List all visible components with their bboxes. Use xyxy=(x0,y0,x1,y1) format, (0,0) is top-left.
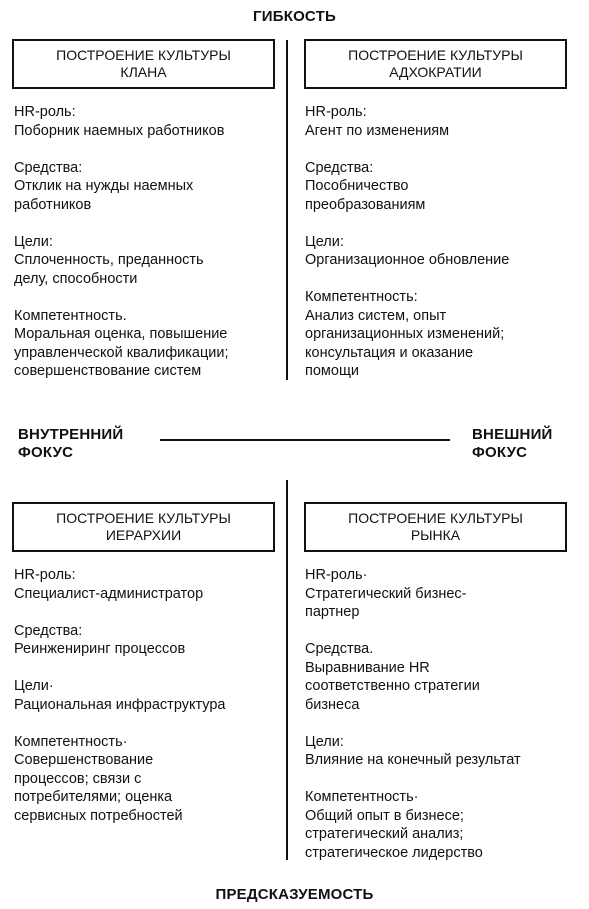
item-label: Компетентность. xyxy=(14,307,127,324)
item-text: Поборник наемных работников xyxy=(14,122,225,139)
item-text: управленческой квалификации; xyxy=(14,344,229,361)
item-text: сервисных потребностей xyxy=(14,807,183,824)
item-text: Выравнивание HR xyxy=(305,659,430,676)
item-text: Анализ систем, опыт xyxy=(305,307,447,324)
means-block xyxy=(305,640,567,714)
item-text: стратегический анализ; xyxy=(305,826,464,842)
goals-block xyxy=(14,233,276,289)
vertical-axis-bottom xyxy=(286,480,288,860)
item-label: Компетентность· xyxy=(305,789,419,805)
item-text: преобразованиям xyxy=(305,196,426,213)
item-text: Сплоченность, преданность xyxy=(14,252,204,268)
item-text: Стратегический бизнес- xyxy=(305,585,467,602)
item-label: Компетентность· xyxy=(14,733,128,750)
item-text: делу, способности xyxy=(14,270,138,287)
axis-label-external-focus xyxy=(472,426,553,462)
item-text: партнер xyxy=(305,604,360,620)
means-block xyxy=(14,159,276,215)
hr-role-block xyxy=(305,103,567,140)
hr-role-block xyxy=(305,566,567,622)
item-label: Цели: xyxy=(305,733,344,750)
item-text: Пособничество xyxy=(305,178,409,194)
quadrant-hierarchy-content xyxy=(14,566,276,825)
quadrant-market-content xyxy=(305,566,567,862)
item-label: HR-роль: xyxy=(14,567,76,583)
goals-block xyxy=(305,733,567,770)
item-text: Моральная оценка, повышение xyxy=(14,326,228,342)
item-text: Реинжениринг процессов xyxy=(14,641,186,657)
item-label: Средства: xyxy=(305,159,374,176)
item-label: Средства: xyxy=(14,622,83,639)
item-text: потребителями; оценка xyxy=(14,789,173,805)
item-label: Цели· xyxy=(14,678,54,694)
item-text: совершенствование систем xyxy=(14,363,202,379)
item-text: организационных изменений; xyxy=(305,326,505,342)
item-text: бизнеса xyxy=(305,696,360,713)
title-line: АДХОКРАТИИ xyxy=(389,64,482,80)
item-text: Влияние на конечный результат xyxy=(305,752,521,768)
axis-label-external-line: ВНЕШНИЙ xyxy=(472,426,553,443)
competence-block xyxy=(305,788,567,862)
quadrant-title-clan xyxy=(12,39,275,89)
item-text: соответственно стратегии xyxy=(305,678,480,694)
title-line: ИЕРАРХИИ xyxy=(105,527,182,543)
competence-block xyxy=(14,733,276,826)
item-text: стратегическое лидерство xyxy=(305,844,483,861)
item-text: Отклик на нужды наемных xyxy=(14,178,194,194)
quadrant-clan-content xyxy=(14,103,276,381)
quadrant-adhocracy-content xyxy=(305,103,567,381)
item-label: Цели: xyxy=(14,233,53,250)
quadrant-title-market xyxy=(304,502,567,552)
item-text: Специалист-администратор xyxy=(14,585,204,602)
item-label: Средства: xyxy=(14,159,83,176)
goals-block xyxy=(305,233,567,270)
item-label: HR-роль: xyxy=(305,104,367,120)
item-label: Цели: xyxy=(305,233,344,250)
title-line: ПОСТРОЕНИЕ КУЛЬТУРЫ xyxy=(56,47,231,63)
item-text: помощи xyxy=(305,363,359,379)
item-text: процессов; связи с xyxy=(14,770,142,787)
item-text: консультация и оказание xyxy=(305,344,474,361)
means-block xyxy=(305,159,567,215)
item-label: HR-роль: xyxy=(14,104,76,120)
title-line: РЫНКА xyxy=(410,527,461,543)
horizontal-axis xyxy=(160,439,450,441)
vertical-axis-top xyxy=(286,40,288,380)
hr-role-block xyxy=(14,103,276,140)
item-text: работников xyxy=(14,196,92,213)
goals-block xyxy=(14,677,276,714)
title-line: ПОСТРОЕНИЕ КУЛЬТУРЫ xyxy=(56,510,231,526)
item-text: Организационное обновление xyxy=(305,252,510,268)
hr-role-block xyxy=(14,566,276,603)
axis-label-internal-focus xyxy=(18,426,123,462)
item-label: Компетентность: xyxy=(305,289,418,305)
competence-block xyxy=(14,307,276,381)
axis-label-predictability: ПРЕДСКАЗУЕМОСТЬ xyxy=(215,886,374,903)
title-line: ПОСТРОЕНИЕ КУЛЬТУРЫ xyxy=(348,47,523,63)
quadrant-title-adhocracy xyxy=(304,39,567,89)
competence-block xyxy=(305,288,567,381)
title-line: ПОСТРОЕНИЕ КУЛЬТУРЫ xyxy=(348,510,523,526)
item-label: Средства. xyxy=(305,641,374,657)
item-text: Общий опыт в бизнесе; xyxy=(305,807,464,824)
item-label: HR-роль· xyxy=(305,567,368,583)
axis-label-external-line: ФОКУС xyxy=(472,444,528,461)
means-block xyxy=(14,622,276,659)
axis-label-internal-line: ВНУТРЕННИЙ xyxy=(18,426,124,443)
item-text: Агент по изменениям xyxy=(305,122,450,139)
quadrant-title-hierarchy xyxy=(12,502,275,552)
axis-label-flexibility: ГИБКОСТЬ xyxy=(253,8,336,25)
item-text: Совершенствование xyxy=(14,752,154,768)
item-text: Рациональная инфраструктура xyxy=(14,696,226,713)
title-line: КЛАНА xyxy=(120,64,167,80)
axis-label-internal-line: ФОКУС xyxy=(18,444,74,461)
